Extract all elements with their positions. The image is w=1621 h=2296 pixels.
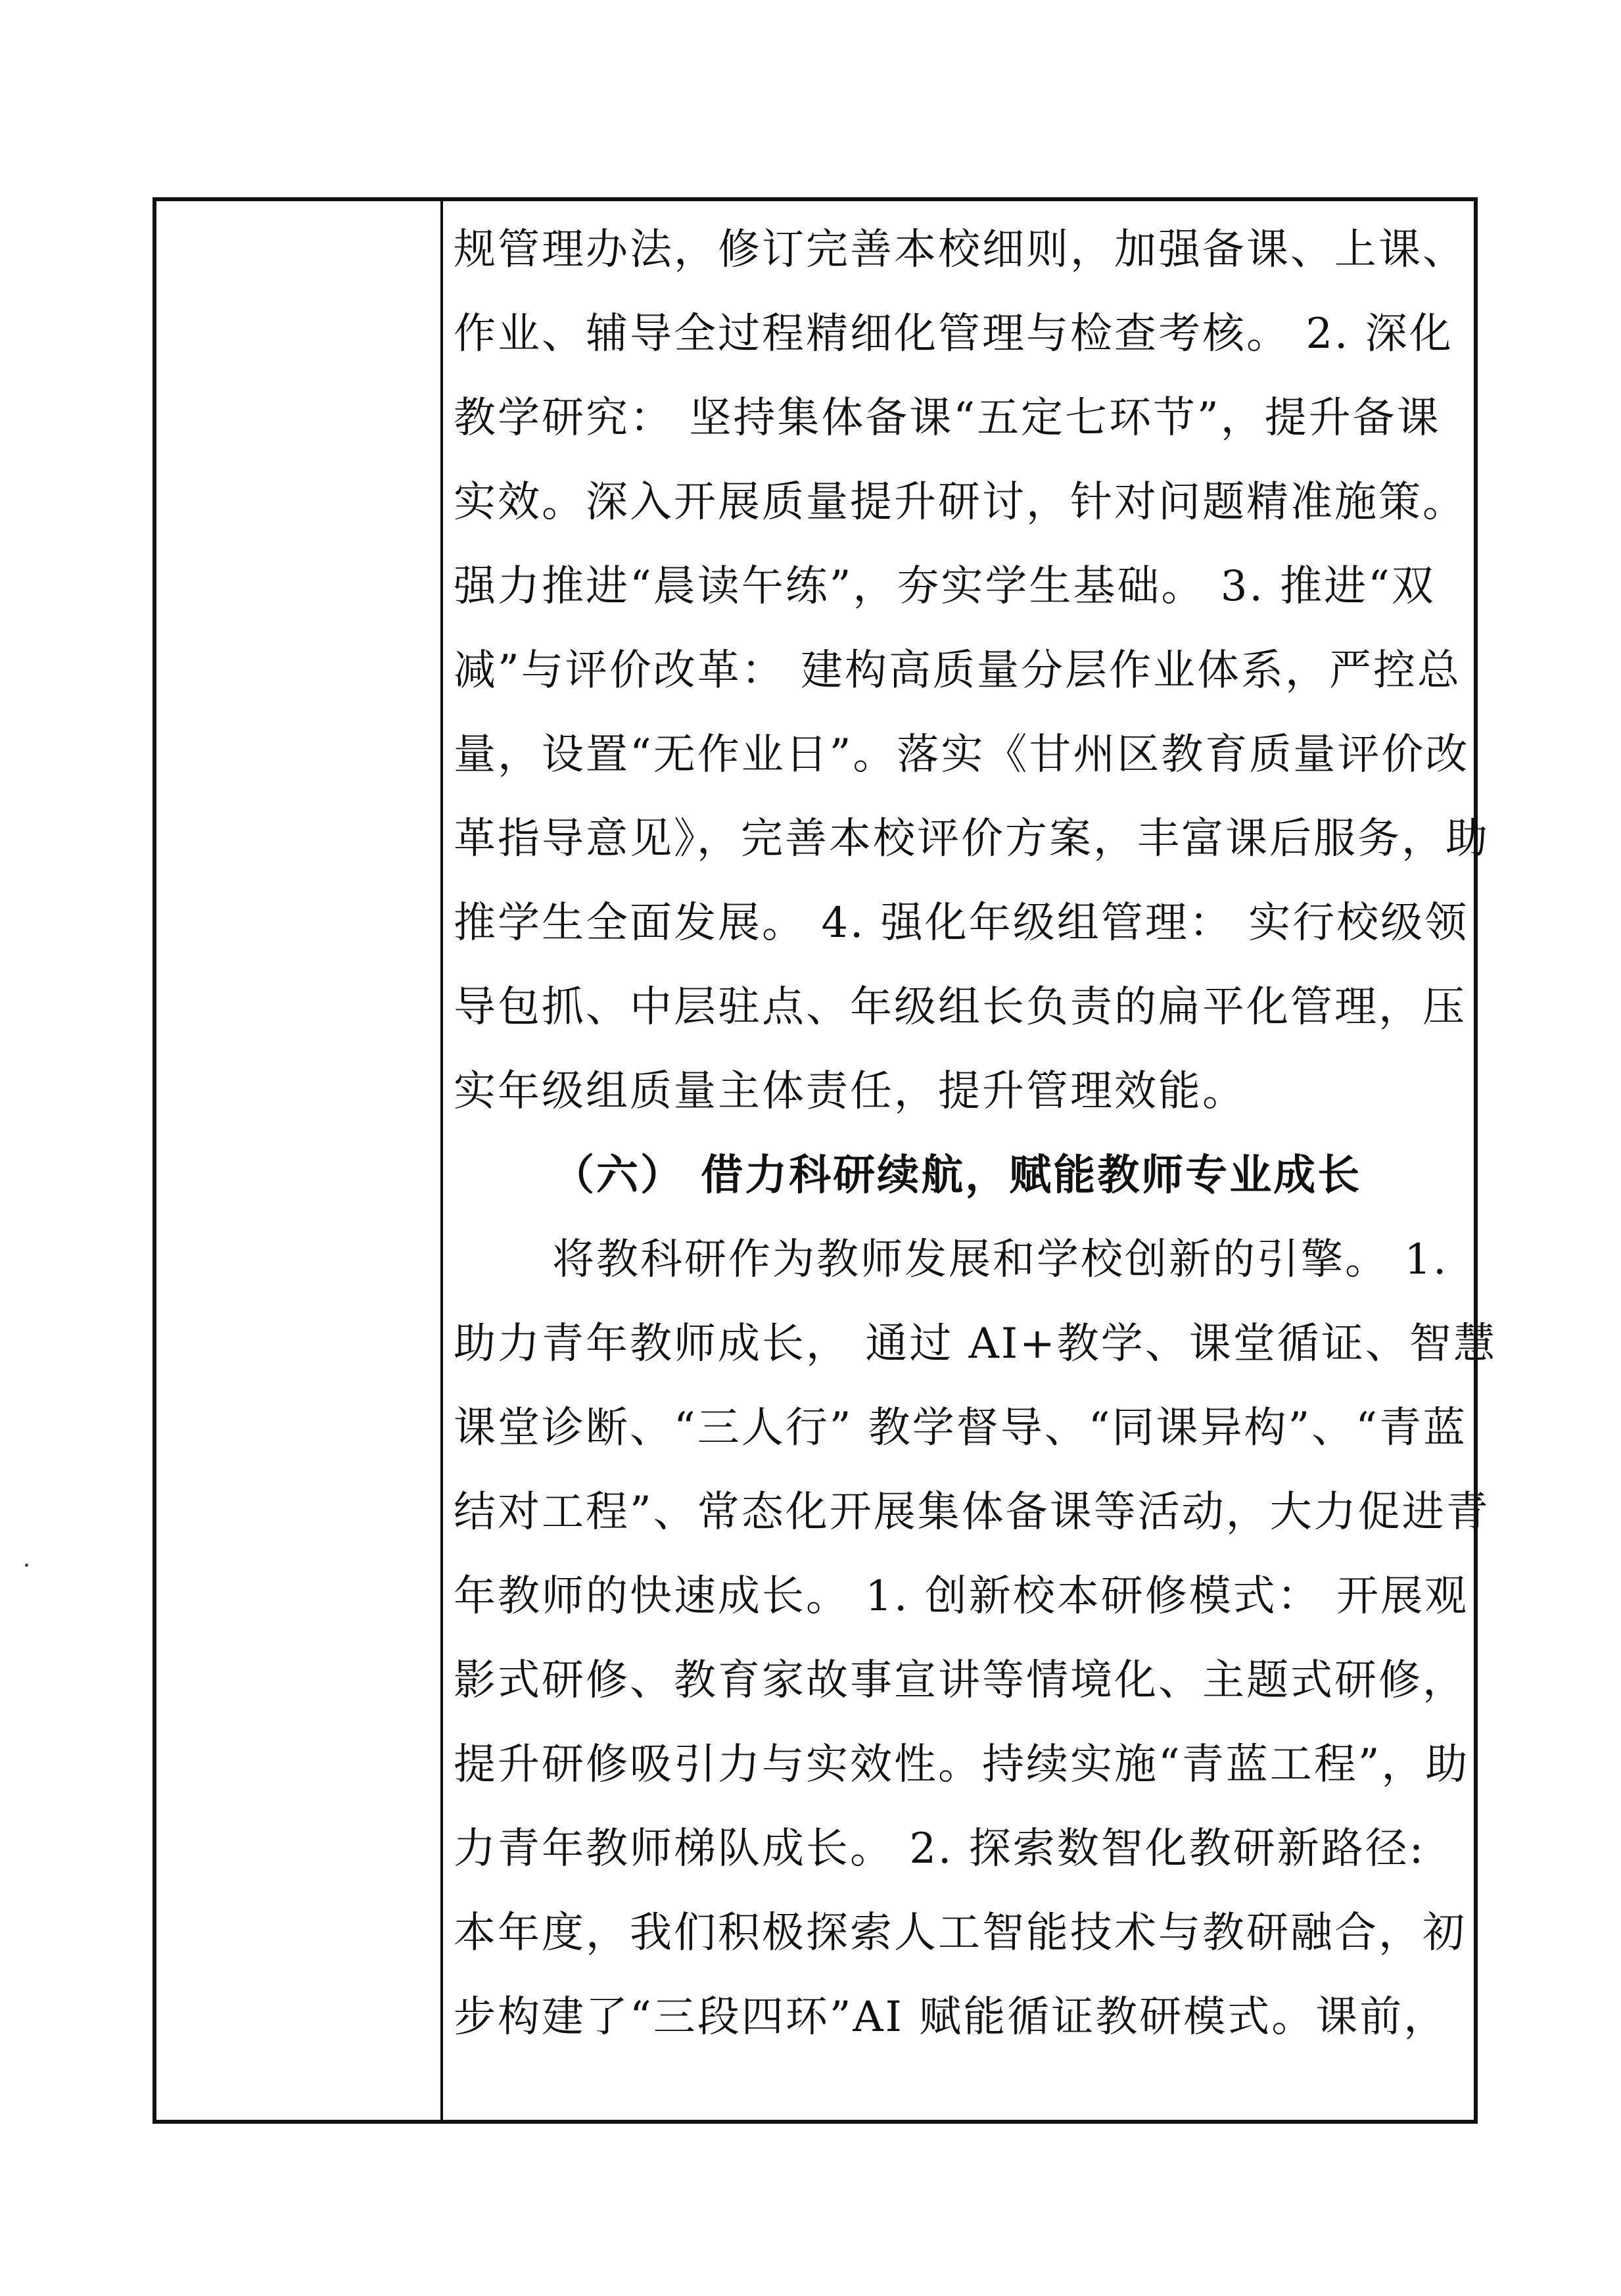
text-line-20: 力青年教师梯队成长。 2. 探索数智化教研新路径: (454, 1825, 1426, 1873)
text-line-1: 规管理办法，修订完善本校细则，加强备课、上课、 (454, 226, 1467, 274)
text-line-14: 助力青年教师成长， 通过 AI+教学、课堂循证、智慧 (454, 1320, 1497, 1368)
text-line-19: 提升研修吸引力与实效性。持续实施“青蓝工程”，助 (454, 1740, 1470, 1789)
text-line-3: 教学研究： 坚持集体备课“五定七环节”，提升备课 (454, 394, 1441, 442)
text-line-17: 年教师的快速成长。 1. 创新校本研修模式： 开展观 (454, 1572, 1469, 1621)
text-line-5: 强力推进“晨读午练”，夯实学生基础。 3. 推进“双 (454, 562, 1436, 611)
text-line-9: 推学生全面发展。 4. 强化年级组管理： 实行校级领 (454, 899, 1469, 947)
scan-speck (25, 1564, 28, 1567)
text-line-11: 实年级组质量主体责任，提升管理效能。 (454, 1067, 1246, 1116)
text-line-21: 本年度，我们积极探索人工智能技术与教研融合，初 (454, 1909, 1467, 1957)
text-line-15: 课堂诊断、“三人行” 教学督导、“同课异构”、“青蓝 (454, 1404, 1467, 1452)
text-line-4: 实效。深入开展质量提升研讨，针对问题精准施策。 (454, 478, 1467, 527)
text-line-7: 量，设置“无作业日”。落实《甘州区教育质量评价改 (454, 730, 1470, 779)
section-heading-6: （六） 借力科研续航，赋能教师专业成长 (552, 1151, 1362, 1200)
text-line-10: 导包抓、中层驻点、年级组长负责的扁平化管理，压 (454, 983, 1467, 1032)
text-line-8: 革指导意见》，完善本校评价方案，丰富课后服务，助 (454, 815, 1490, 863)
text-line-18: 影式研修、教育家故事宣讲等情境化、主题式研修， (454, 1656, 1467, 1705)
text-line-22: 步构建了“三段四环”AI 赋能循证教研模式。课前， (454, 1993, 1448, 2042)
table-left-cell (156, 201, 443, 2120)
text-line-2: 作业、辅导全过程精细化管理与检查考核。 2. 深化 (454, 310, 1453, 358)
text-line-6: 减”与评价改革： 建构高质量分层作业体系，严控总 (454, 646, 1462, 695)
text-line-13: 将教科研作为教师发展和学校创新的引擎。 1. (552, 1235, 1449, 1284)
text-line-16: 结对工程”、常态化开展集体备课等活动，大力促进青 (454, 1488, 1490, 1537)
